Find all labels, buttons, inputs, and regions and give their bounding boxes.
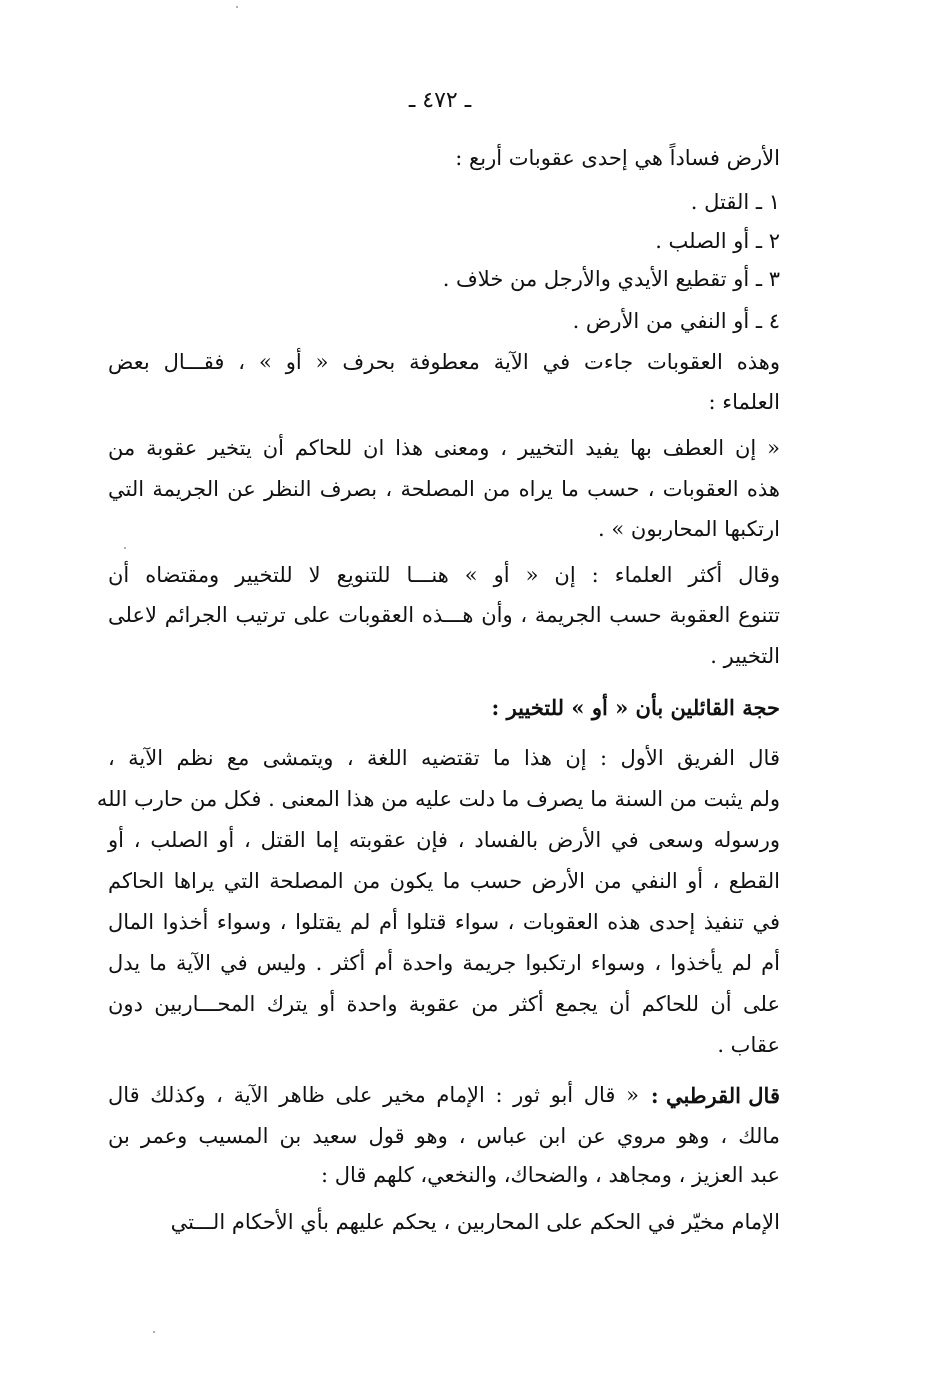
paragraph-line: مالك ، وهو مروي عن ابن عباس ، وهو قول سعيد بن المسيب وعمر بن [108, 1124, 780, 1148]
paragraph-line: ورسوله وسعى في الأرض بالفساد ، فإن عقوبته إما القتل ، أو الصلب ، أو [108, 828, 780, 852]
paragraph-line: في تنفيذ إحدى هذه العقوبات ، سواء قتلوا أم لم يقتلوا ، وسواء أخذوا المال [108, 910, 780, 934]
paragraph-line: الإمام مخيّر في الحكم على المحاربين ، يحكم عليهم بأي الأحكام الـــتي [170, 1210, 780, 1234]
scan-speck [153, 1331, 155, 1333]
page-number: ـ ٤٧٢ ـ [408, 88, 472, 113]
paragraph-line: قال الفريق الأول : إن هذا ما تقتضيه اللغة ، ويتمشى مع نظم الآية ، [108, 746, 780, 770]
scan-speck [124, 547, 126, 549]
paragraph-line: تتنوع العقوبة حسب الجريمة ، وأن هـــذه العقوبات على ترتيب الجرائم لاعلى [108, 603, 780, 627]
list-item: ٢ ـ أو الصلب . [655, 229, 780, 253]
paragraph-line: عبد العزيز ، ومجاهد ، والضحاك، والنخعي، كلهم قال : [320, 1163, 780, 1187]
list-item: ٤ ـ أو النفي من الأرض . [572, 309, 780, 333]
paragraph-line [108, 1083, 780, 1108]
intro-line: الأرض فساداً هي إحدى عقوبات أربع : [455, 146, 780, 170]
paragraph-line: ولم يثبت من السنة ما يصرف ما دلت عليه من هذا المعنى . فكل من حارب الله [96, 787, 780, 811]
paragraph-line: أم لم يأخذوا ، وسواء ارتكبوا جريمة واحدة أم أكثر . وليس في الآية ما يدل [108, 951, 780, 975]
paragraph-text: « قال أبو ثور : الإمام مخير على ظاهر الآية ، وكذلك قال [108, 1083, 639, 1107]
paragraph-line: القطع ، أو النفي من الأرض حسب ما يكون من المصلحة التي يراها الحاكم [108, 869, 780, 893]
paragraph-line: عقاب . [717, 1033, 780, 1057]
paragraph-line: وقال أكثر العلماء : إن « أو » هنـــا للتنويع لا للتخيير ومقتضاه أن [108, 563, 780, 587]
paragraph-line: على أن للحاكم أن يجمع أكثر من عقوبة واحدة أو يترك المحـــاربين دون [108, 992, 780, 1016]
quoted-author-label: قال القرطبي : [650, 1083, 780, 1108]
quote-line: ارتكبها المحاربون » . [598, 517, 780, 541]
paragraph-line: وهذه العقوبات جاءت في الآية معطوفة بحرف « أو » ، فقـــال بعض [108, 350, 780, 374]
paragraph-line: التخيير . [710, 644, 780, 668]
section-heading: حجة القائلين بأن « أو » للتخيير : [491, 695, 780, 720]
list-item: ٣ ـ أو تقطيع الأيدي والأرجل من خلاف . [442, 267, 780, 291]
list-item: ١ ـ القتل . [690, 190, 780, 214]
quote-line: « إن العطف بها يفيد التخيير ، ومعنى هذا ان للحاكم أن يتخير عقوبة من [108, 436, 780, 460]
paragraph-line: العلماء : [708, 390, 780, 414]
document-body [96, 0, 780, 1394]
quote-line: هذه العقوبات ، حسب ما يراه من المصلحة ، بصرف النظر عن الجريمة التي [108, 477, 780, 501]
scan-speck [236, 6, 238, 8]
